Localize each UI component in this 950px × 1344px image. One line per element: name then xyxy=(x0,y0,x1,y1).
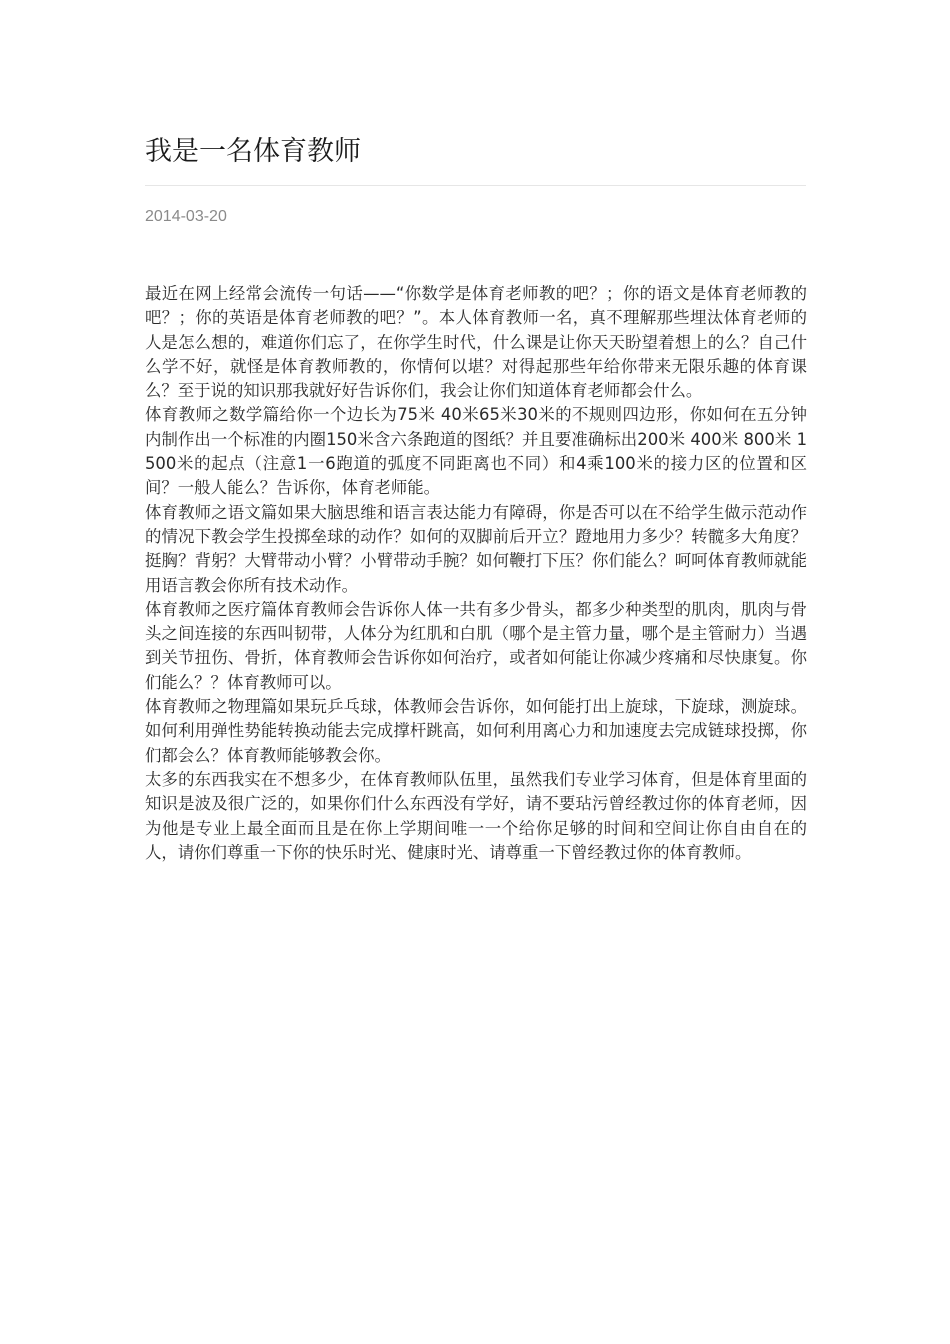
paragraph-language: 体育教师之语文篇如果大脑思维和语言表达能力有障碍，你是否可以在不给学生做示范动作的情况下教会学生投掷垒球的动作？如何的双脚前后开立？蹬地用力多少？转髋多大角度？挺胸？背躬？大臂带动小臂？小臂带动手腕？如何鞭打下压？你们能么？呵呵体育教师就能用语言教会你所有技术动作。 xyxy=(145,502,807,595)
article-body xyxy=(145,282,807,865)
publish-date: 2014-03-20 xyxy=(145,208,227,225)
title-divider xyxy=(145,185,806,186)
paragraph-math: 体育教师之数学篇给你一个边长为75米 40米65米30米的不规则四边形，你如何在五分钟内制作出一个标准的内圈150米含六条跑道的图纸？并且要准确标出200米 400米 800米 1500米的起点（注意1一6跑道的弧度不同距离也不同）和4乘100米的接力区的位置和区间？一般人能么？告诉你，体育老师能。 xyxy=(145,405,807,498)
paragraph-conclusion: 太多的东西我实在不想多少，在体育教师队伍里，虽然我们专业学习体育，但是体育里面的知识是波及很广泛的，如果你们什么东西没有学好，请不要玷污曾经教过你的体育老师，因为他是专业上最全面而且是在你上学期间唯一一个给你足够的时间和空间让你自由自在的人，请你们尊重一下你的快乐时光、健康时光、请尊重一下曾经教过你的体育教师。 xyxy=(145,769,807,862)
paragraph-intro: 最近在网上经常会流传一句话——“你数学是体育老师教的吧？；你的语文是体育老师教的吧？；你的英语是体育老师教的吧？”。本人体育教师一名，真不理解那些埋汰体育老师的人是怎么想的，难道你们忘了，在你学生时代，什么课是让你天天盼望着想上的么？自己什么学不好，就怪是体育教师教的，你情何以堪？对得起那些年给你带来无限乐趣的体育课么？至于说的知识那我就好好告诉你们，我会让你们知道体育老师都会什么。 xyxy=(145,284,807,401)
paragraph-medical: 体育教师之医疗篇体育教师会告诉你人体一共有多少骨头，都多少种类型的肌肉，肌肉与骨头之间连接的东西叫韧带，人体分为红肌和白肌（哪个是主管力量，哪个是主管耐力）当遇到关节扭伤、骨折，体育教师会告诉你如何治疗，或者如何能让你减少疼痛和尽快康复。你们能么？？体育教师可以。 xyxy=(145,599,807,692)
article-title: 我是一名体育教师 xyxy=(145,136,361,167)
paragraph-physics: 体育教师之物理篇如果玩乒乓球，体教师会告诉你，如何能打出上旋球，下旋球，测旋球。如何利用弹性势能转换动能去完成撑杆跳高，如何利用离心力和加速度去完成链球投掷，你们都会么？体育教师能够教会你。 xyxy=(145,697,807,765)
